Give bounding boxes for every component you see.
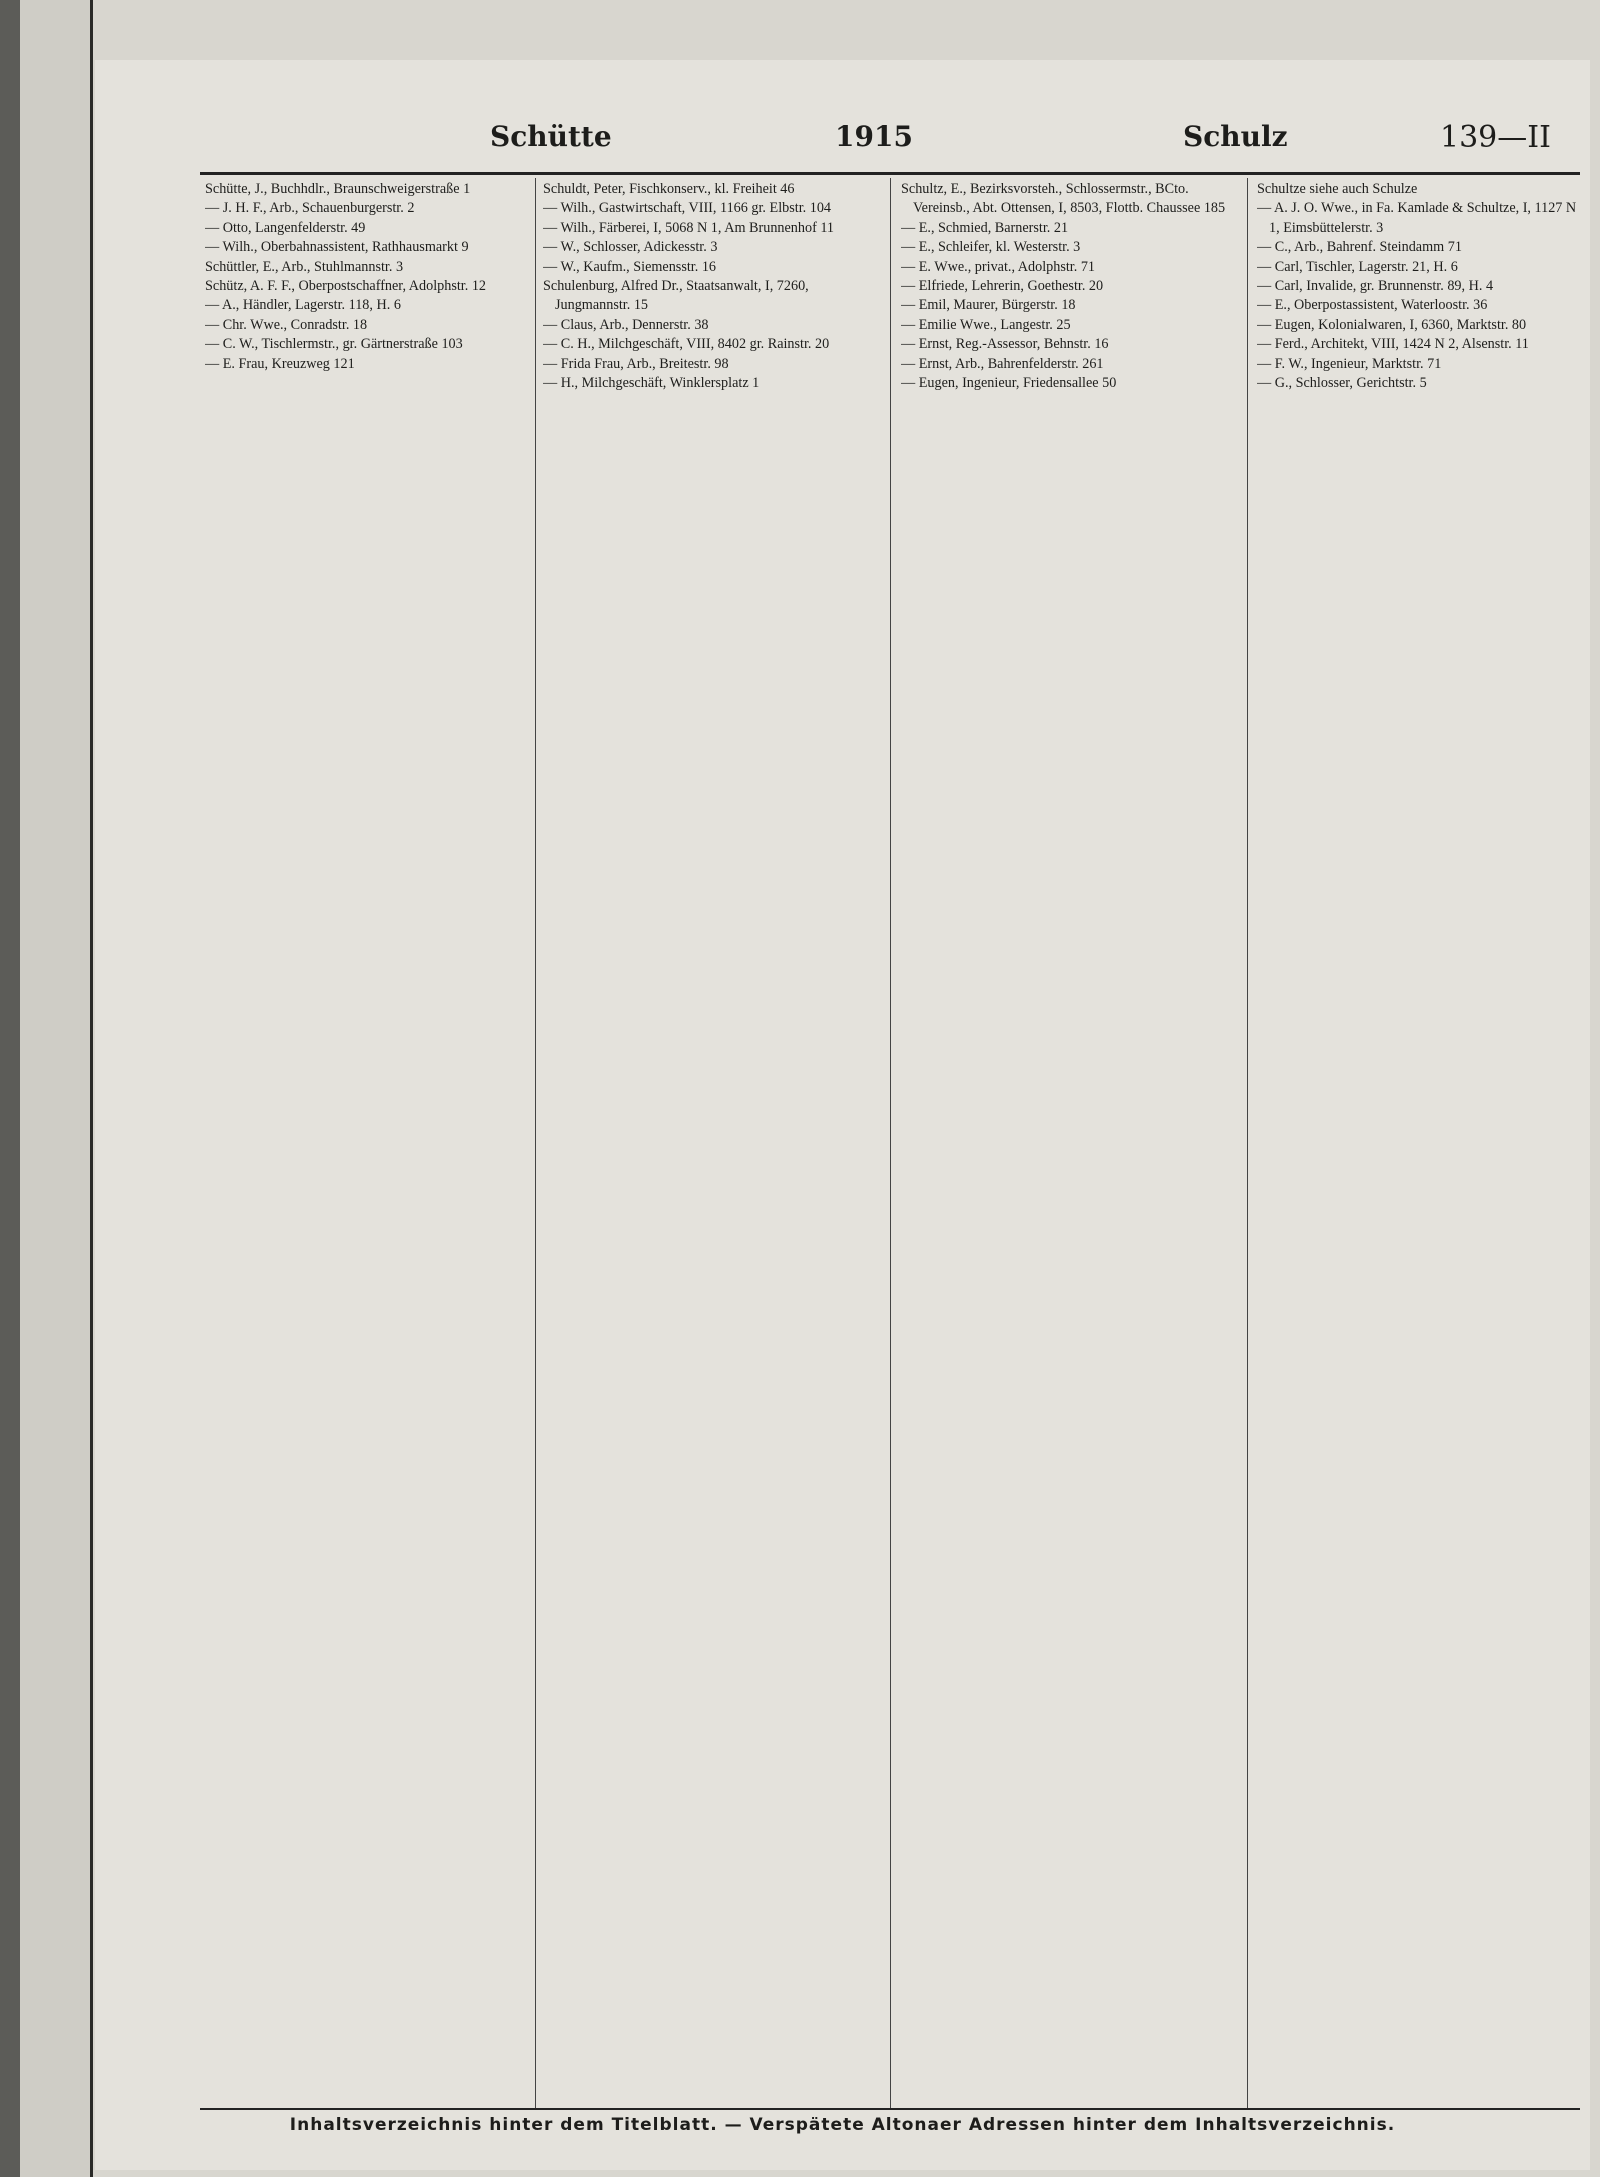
- list-item: — C. W., Tischlermstr., gr. Gärtnerstraße 103: [205, 336, 463, 353]
- list-item: — Emil, Maurer, Bürgerstr. 18: [901, 297, 1076, 314]
- header-left-word: Schütte: [490, 120, 612, 153]
- list-item: — Otto, Langenfelderstr. 49: [205, 219, 366, 236]
- column-3: [901, 180, 1234, 2105]
- list-item: — Wilh., Gastwirtschaft, VIII, 1166 gr. Elbstr. 104: [543, 200, 832, 217]
- list-item: — J. H. F., Arb., Schauenburgerstr. 2: [205, 200, 415, 217]
- list-item: — A., Händler, Lagerstr. 118, H. 6: [205, 297, 401, 314]
- list-item: — E. Wwe., privat., Adolphstr. 71: [901, 258, 1096, 275]
- scan-left-edge: [0, 0, 20, 2177]
- list-item: Schultze siehe auch Schulze: [1257, 181, 1418, 197]
- list-item: — Eugen, Kolonialwaren, I, 6360, Marktstr. 80: [1257, 316, 1527, 333]
- page-header: [95, 120, 1590, 160]
- column-divider: [535, 178, 536, 2108]
- list-item: Schuldt, Peter, Fischkonserv., kl. Freiheit 46: [543, 181, 795, 197]
- list-item: — G., Schlosser, Gerichtstr. 5: [1257, 375, 1427, 392]
- column-4: [1257, 180, 1580, 2105]
- column-divider: [890, 178, 891, 2108]
- list-item: — Carl, Tischler, Lagerstr. 21, H. 6: [1257, 258, 1458, 275]
- previous-page-strip: [20, 0, 93, 2177]
- footer-rule: [200, 2108, 1580, 2110]
- column-2: [543, 180, 878, 2105]
- column-divider: [1247, 178, 1248, 2108]
- list-item: — Wilh., Färberei, I, 5068 N 1, Am Brunnenhof 11: [543, 219, 835, 236]
- header-year: 1915: [835, 120, 913, 153]
- list-item: Schütte, J., Buchhdlr., Braunschweigerstraße 1: [205, 181, 471, 197]
- list-item: — Chr. Wwe., Conradstr. 18: [205, 316, 368, 333]
- page-number: 139—II: [1440, 120, 1551, 155]
- column-1: [205, 180, 527, 2105]
- list-item: — Elfriede, Lehrerin, Goethestr. 20: [901, 278, 1104, 295]
- list-item: — A. J. O. Wwe., in Fa. Kamlade & Schultze, I, 1127 N 1, Eimsbüttelerstr. 3: [1257, 200, 1577, 236]
- header-rule: [200, 172, 1580, 175]
- list-item: — Frida Frau, Arb., Breitestr. 98: [543, 355, 729, 372]
- list-item: — W., Kaufm., Siemensstr. 16: [543, 258, 717, 275]
- list-item: — Eugen, Ingenieur, Friedensallee 50: [901, 375, 1117, 392]
- header-right-word: Schulz: [1183, 120, 1288, 153]
- list-item: Schütz, A. F. F., Oberpostschaffner, Adolphstr. 12: [205, 278, 487, 295]
- list-item: — Emilie Wwe., Langestr. 25: [901, 316, 1071, 333]
- list-item: — F. W., Ingenieur, Marktstr. 71: [1257, 355, 1442, 372]
- list-item: — Claus, Arb., Dennerstr. 38: [543, 316, 709, 333]
- list-item: Schüttler, E., Arb., Stuhlmannstr. 3: [205, 258, 404, 275]
- list-item: — Wilh., Oberbahnassistent, Rathhausmarkt 9: [205, 239, 469, 256]
- list-item: — E., Schmied, Barnerstr. 21: [901, 219, 1069, 236]
- list-item: — E., Oberpostassistent, Waterloostr. 36: [1257, 297, 1488, 314]
- page-footer: Inhaltsverzeichnis hinter dem Titelblatt. — Verspätete Altonaer Adressen hinter dem Inhaltsverzeichnis.: [289, 2115, 1396, 2135]
- list-item: — W., Schlosser, Adickesstr. 3: [543, 239, 718, 256]
- directory-page: [95, 60, 1590, 2170]
- list-item: — C., Arb., Bahrenf. Steindamm 71: [1257, 239, 1462, 256]
- list-item: — E. Frau, Kreuzweg 121: [205, 355, 355, 372]
- list-item: — Ernst, Arb., Bahrenfelderstr. 261: [901, 355, 1104, 372]
- list-item: — Ernst, Reg.-Assessor, Behnstr. 16: [901, 336, 1109, 353]
- list-item: — C. H., Milchgeschäft, VIII, 8402 gr. Rainstr. 20: [543, 336, 830, 353]
- list-item: — H., Milchgeschäft, Winklersplatz 1: [543, 375, 760, 392]
- list-item: Schulenburg, Alfred Dr., Staatsanwalt, I, 7260, Jungmannstr. 15: [543, 278, 809, 314]
- list-item: — Carl, Invalide, gr. Brunnenstr. 89, H. 4: [1257, 278, 1494, 295]
- list-item: Schultz, E., Bezirksvorsteh., Schlossermstr., BCto. Vereinsb., Abt. Ottensen, I, 8503, Flottb. Chaussee 185: [901, 181, 1226, 217]
- list-item: — E., Schleifer, kl. Westerstr. 3: [901, 239, 1081, 256]
- list-item: — Ferd., Architekt, VIII, 1424 N 2, Alsenstr. 11: [1257, 336, 1529, 353]
